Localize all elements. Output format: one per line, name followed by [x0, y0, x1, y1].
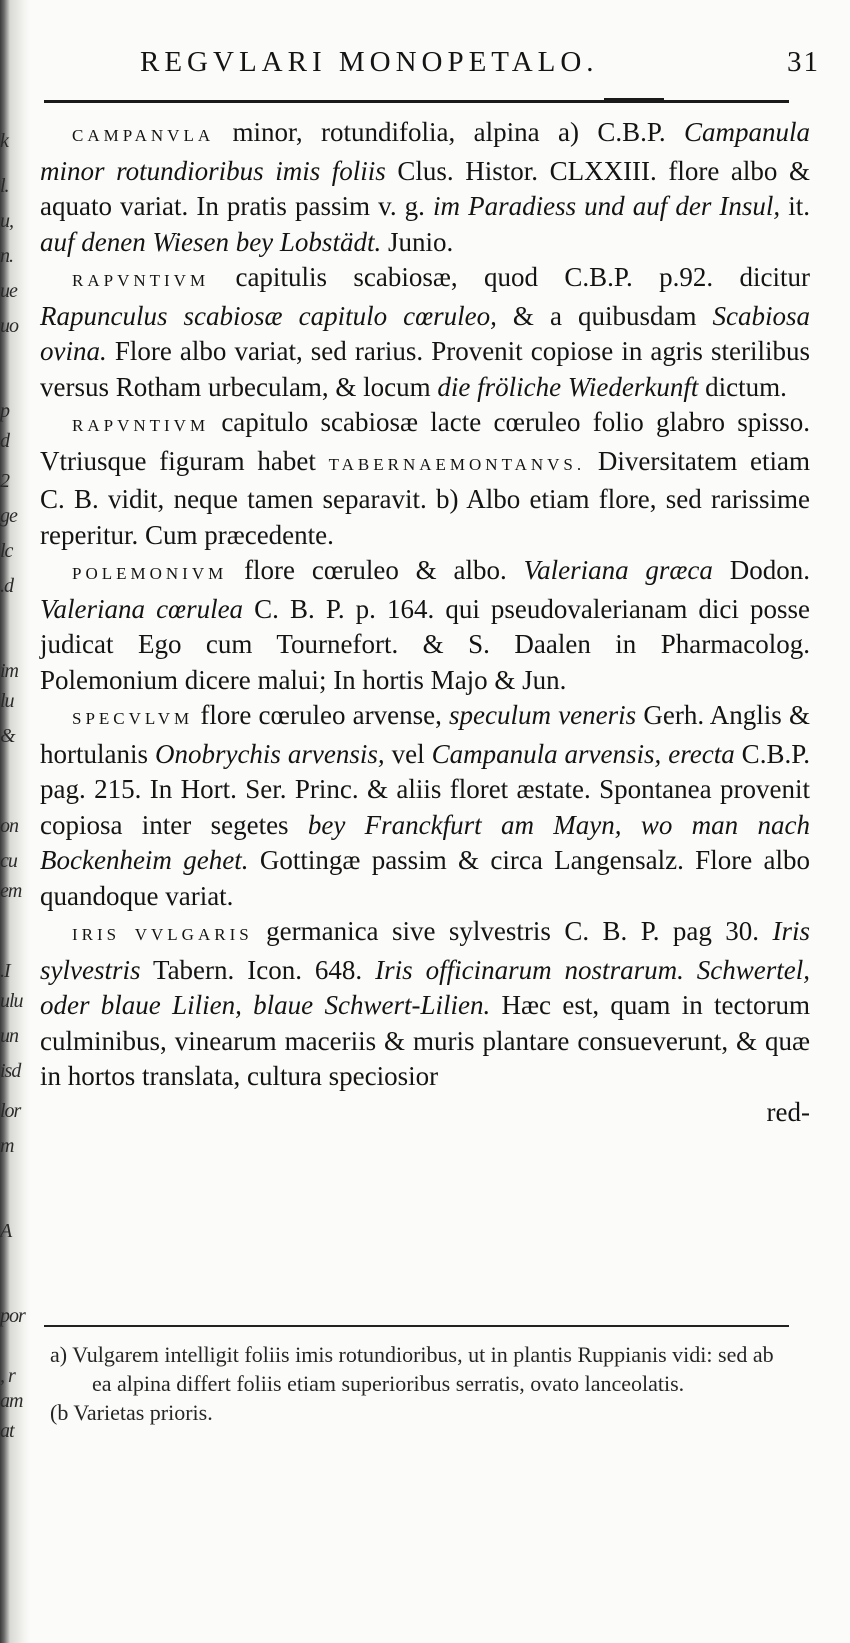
species-entry — [40, 405, 810, 553]
entry-text: dictum. — [698, 371, 787, 402]
entry-headword: RAPVNTIVM — [72, 416, 210, 435]
gutter-fragment: un — [0, 1025, 18, 1047]
entry-text: capitulo scabiosæ lacte cœruleo folio glabro spisso. Vtriusque figuram habet — [40, 407, 810, 476]
gutter-fragment: & — [0, 725, 15, 747]
gutter-fragment: A — [0, 1220, 12, 1242]
italic-text: Onobrychis arvensis, — [154, 738, 385, 769]
entry-text: vel — [384, 738, 432, 769]
entry-headword: IRIS VVLGARIS — [72, 925, 253, 944]
gutter-fragment: im — [0, 660, 18, 682]
italic-text: die fröliche Wiederkunft — [437, 371, 699, 402]
entry-text: C.B.P. pag. 215. In Hort. Ser. Princ. & aliis floret æstate. Spontanea provenit copiosa inter segetes — [40, 738, 810, 840]
gutter-fragment: k — [0, 130, 8, 152]
gutter-fragment: isd — [0, 1060, 21, 1082]
gutter-fragment: m — [0, 1135, 14, 1157]
entry-text: flore cœruleo arvense, — [193, 700, 450, 730]
entry-text: C. B. P. p. 164. qui pseudovalerianam dici posse judicat Ego cum Tournefort. & S. Daalen in Pharmacolog. Polemonium dicere malui; In hortis Majo & Jun. — [40, 593, 810, 695]
italic-text: Campanula arvensis, erecta — [431, 738, 735, 769]
gutter-fragment: lc — [0, 540, 13, 562]
gutter-fragment: , r — [0, 1365, 15, 1387]
species-entry — [40, 260, 810, 405]
footnote: a) Vulgarem intelligit foliis imis rotundioribus, ut in plantis Ruppianis vidi: sed ab ea alpina differt foliis etiam superioribus serratis, ovato lanceolatis. — [50, 1342, 774, 1396]
gutter-fragment: d — [0, 430, 9, 452]
gutter-fragment: at — [0, 1420, 14, 1442]
page-number: 31 — [787, 46, 820, 78]
italic-text: im Paradiess und auf der Insul, — [433, 191, 781, 221]
gutter-fragment: n. — [0, 245, 13, 267]
italic-text: bey Franckfurt am Mayn, wo man nach Bockenheim gehet. — [40, 809, 810, 875]
species-entry — [40, 698, 810, 914]
gutter-fragment: ue — [0, 280, 17, 302]
gutter-fragment: p — [0, 400, 9, 422]
gutter-fragment: uo — [0, 315, 18, 337]
entry-headword: RAPVNTIVM — [72, 271, 210, 290]
italic-text: Scabiosa ovina. — [40, 300, 811, 366]
italic-text: Valeriana cœrulea — [40, 593, 244, 624]
entry-text: Hæc est, quam in tectorum culminibus, vinearum maceriis & muris plantare consueverunt, & quæ in hortos translata, cultura speciosior — [40, 990, 810, 1091]
entry-text: Clus. Histor. CLXXIII. flore albo & aquato variat. In pratis passim v. g. — [40, 155, 810, 221]
italic-text: auf denen Wiesen bey Lobstädt. — [40, 226, 382, 257]
italic-text: Iris officinarum nostrarum. Schwertel, oder blaue Lilien, blaue Schwert-Lilien. — [40, 954, 811, 1020]
gutter-fragment: u, — [0, 210, 13, 232]
main-text-column — [40, 115, 810, 1130]
gutter-fragment: por — [0, 1305, 25, 1327]
entry-text: capitulis scabiosæ, quod C.B.P. p.92. dicitur — [209, 262, 810, 292]
gutter-fragment: 2 — [0, 470, 9, 492]
entry-text: Junio. — [381, 226, 454, 257]
page-gutter-shadow — [0, 0, 30, 1643]
gutter-fragment: am — [0, 1390, 23, 1412]
italic-text: speculum veneris — [449, 700, 637, 730]
entry-text: minor, rotundifolia, alpina a) C.B.P. — [214, 117, 684, 147]
entry-text: & a quibusdam — [496, 300, 713, 331]
gutter-fragment: on — [0, 815, 18, 837]
footnote: (b Varietas prioris. — [50, 1400, 213, 1425]
gutter-fragment: l. — [0, 175, 9, 197]
italic-text: Valeriana græca — [523, 555, 713, 585]
gutter-fragment: .I — [0, 960, 10, 982]
gutter-fragment: em — [0, 880, 22, 902]
catchword: red- — [766, 1096, 810, 1127]
gutter-fragment: ulu — [0, 990, 23, 1012]
running-header — [140, 46, 820, 79]
entry-text: TABERNAEMONTANVS. — [328, 454, 586, 474]
gutter-fragment: lor — [0, 1100, 21, 1122]
entry-headword: SPECVLVM — [72, 709, 194, 728]
footnote-rule — [44, 1325, 789, 1327]
entry-text: Flore albo variat, sed rarius. Provenit copiose in agris sterilibus versus Rotham urbeculam, & locum — [40, 336, 810, 402]
entry-text: it. — [780, 191, 811, 221]
entry-text: flore cœruleo & albo. — [227, 555, 524, 585]
entry-text: Tabern. Icon. 648. — [140, 954, 376, 985]
entry-text: Gerh. Anglis & hortulanis — [40, 700, 810, 769]
gutter-fragment: lu — [0, 690, 14, 712]
italic-text: Rapunculus scabiosæ capitulo cœruleo, — [40, 300, 497, 331]
gutter-fragment: ge — [0, 505, 17, 527]
italic-text: Campanula minor rotundioribus imis foliis — [40, 117, 810, 186]
entry-text: germanica sive sylvestris C. B. P. pag 30. — [252, 916, 773, 946]
entry-headword: CAMPANVLA — [72, 126, 215, 145]
species-entry — [40, 115, 810, 260]
footnotes — [50, 1340, 790, 1427]
entry-text: Dodon. — [712, 555, 811, 585]
entry-headword: POLEMONIVM — [72, 564, 228, 583]
header-rule — [44, 100, 789, 103]
gutter-fragment: .d — [0, 575, 13, 597]
running-title: REGVLARI MONOPETALO. — [140, 46, 599, 78]
species-entry — [40, 914, 810, 1095]
entry-text: Gottingæ passim & circa Langensalz. Flore albo quandoque variat. — [40, 845, 811, 911]
species-entry — [40, 553, 810, 698]
gutter-fragment: cu — [0, 850, 17, 872]
italic-text: Iris sylvestris — [40, 916, 810, 985]
entry-text: Diversitatem etiam C. B. vidit, neque tamen separavit. b) Albo etiam flore, sed rarissime reperitur. Cum præcedente. — [40, 445, 810, 550]
